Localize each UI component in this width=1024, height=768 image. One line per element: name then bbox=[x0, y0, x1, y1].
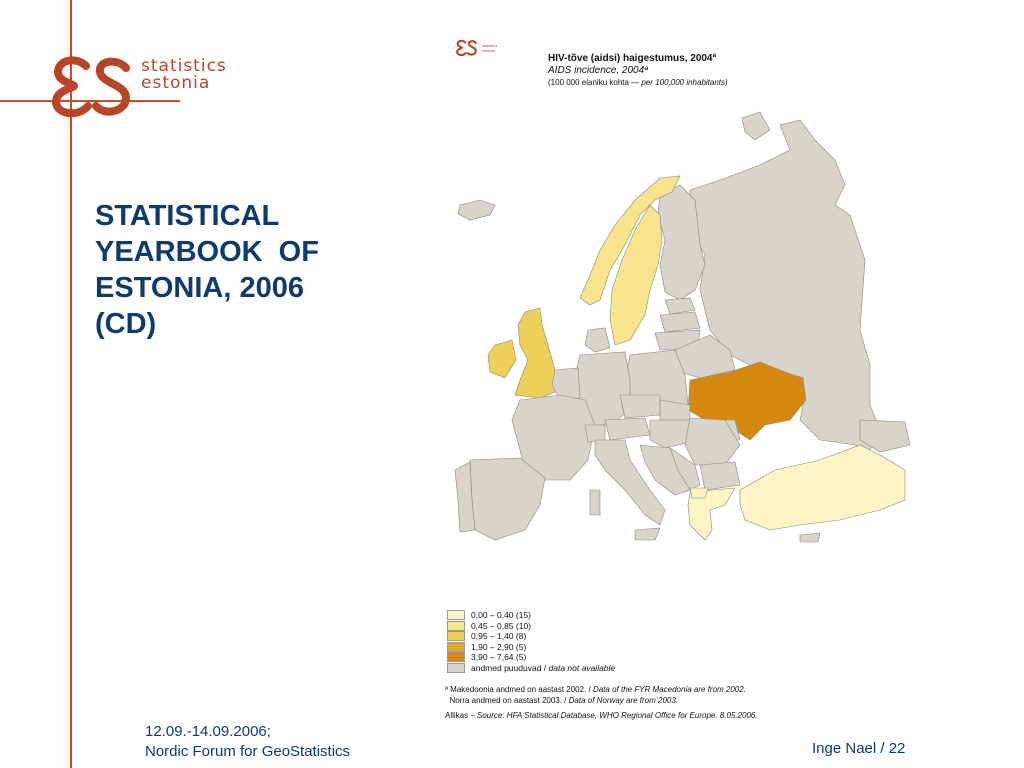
map-region-latvia bbox=[660, 312, 700, 332]
map-region-czech bbox=[620, 395, 660, 418]
map-notes bbox=[445, 684, 845, 721]
map-title-estonian: HIV-tõve (aidsi) haigestumus, 2004ª bbox=[548, 53, 717, 64]
legend-label-1: 0,00 – 0,40 (15) bbox=[471, 610, 532, 621]
note-macedonia bbox=[445, 684, 845, 695]
legend-label-5: 3,90 – 7,64 (5) bbox=[471, 652, 527, 663]
map-region-switzerland bbox=[585, 425, 605, 442]
legend-item bbox=[447, 642, 615, 653]
note2-estonian: Norra andmed on aastast 2003. / bbox=[445, 696, 569, 705]
legend-label-4: 1,90 – 2,90 (5) bbox=[471, 641, 527, 652]
map-region-uk bbox=[515, 308, 555, 398]
map-region-turkey bbox=[740, 445, 905, 530]
map-region-sardinia bbox=[590, 490, 600, 515]
map-region-austria bbox=[605, 418, 650, 440]
map-region-estonia bbox=[665, 298, 695, 314]
source-estonian: Allikas – bbox=[445, 711, 478, 720]
legend-item bbox=[447, 663, 615, 674]
title-line-1: STATISTICAL bbox=[95, 200, 280, 232]
footer-event-info bbox=[145, 722, 350, 762]
title-line-3: ESTONIA, 2006 bbox=[95, 272, 305, 304]
map-unit-english: per 100,000 inhabitants) bbox=[641, 78, 728, 87]
note-source bbox=[445, 710, 845, 721]
map-region-sicily bbox=[635, 528, 660, 540]
legend-na-estonian: andmed puuduvad / bbox=[471, 662, 549, 673]
note2-english: Data of Norway are from 2003. bbox=[568, 696, 679, 705]
legend-label-2: 0,45 – 0,85 (10) bbox=[471, 620, 532, 631]
map-title-english: AIDS incidence, 2004ª bbox=[548, 65, 648, 76]
logo-line-1: statistics bbox=[141, 56, 227, 76]
note1-english: Data of the FYR Macedonia are from 2002. bbox=[592, 685, 746, 694]
title-line-2: YEARBOOK OF bbox=[95, 236, 319, 268]
legend-swatch-4 bbox=[447, 642, 465, 652]
legend-item bbox=[447, 652, 615, 663]
map-legend bbox=[447, 610, 615, 673]
map-region-arctic-island bbox=[742, 112, 770, 140]
mini-logo-line-1: statistics bbox=[482, 43, 498, 48]
map-region-cyprus bbox=[800, 533, 820, 542]
title-line-4: (CD) bbox=[95, 308, 157, 340]
legend-swatch-na bbox=[447, 663, 465, 673]
map-region-macedonia bbox=[690, 488, 708, 498]
map-region-denmark bbox=[585, 328, 610, 352]
map-region-spain bbox=[470, 458, 545, 540]
legend-label-na bbox=[471, 663, 615, 673]
legend-swatch-5 bbox=[447, 652, 465, 662]
footer-event: Nordic Forum for GeoStatistics bbox=[145, 743, 351, 760]
legend-item bbox=[447, 631, 615, 642]
legend-swatch-2 bbox=[447, 621, 465, 631]
mini-logo-line-2: estonia bbox=[482, 48, 495, 53]
note1-estonian: ª Makedoonia andmed on aastast 2002. / bbox=[445, 685, 593, 694]
footer-dates: 12.09.-14.09.2006; bbox=[145, 723, 271, 740]
legend-swatch-3 bbox=[447, 631, 465, 641]
legend-item bbox=[447, 621, 615, 632]
legend-na-english: data not available bbox=[548, 662, 616, 673]
legend-swatch-1 bbox=[447, 610, 465, 620]
source-english: Source: HFA Statistical Database, WHO Regional Office for Europe. 8.05.2006. bbox=[477, 711, 758, 720]
map-unit-estonian: (100 000 elaniku kohta — bbox=[548, 78, 642, 87]
note-norway bbox=[445, 695, 845, 706]
map-region-bulgaria bbox=[700, 462, 740, 490]
map-region-iceland bbox=[458, 200, 495, 220]
legend-item bbox=[447, 610, 615, 621]
footer-author-page: Inge Nael / 22 bbox=[812, 740, 906, 757]
legend-label-3: 0,95 – 1,40 (8) bbox=[471, 631, 527, 642]
map-region-ireland bbox=[488, 340, 516, 378]
logo-line-2: estonia bbox=[141, 73, 211, 93]
